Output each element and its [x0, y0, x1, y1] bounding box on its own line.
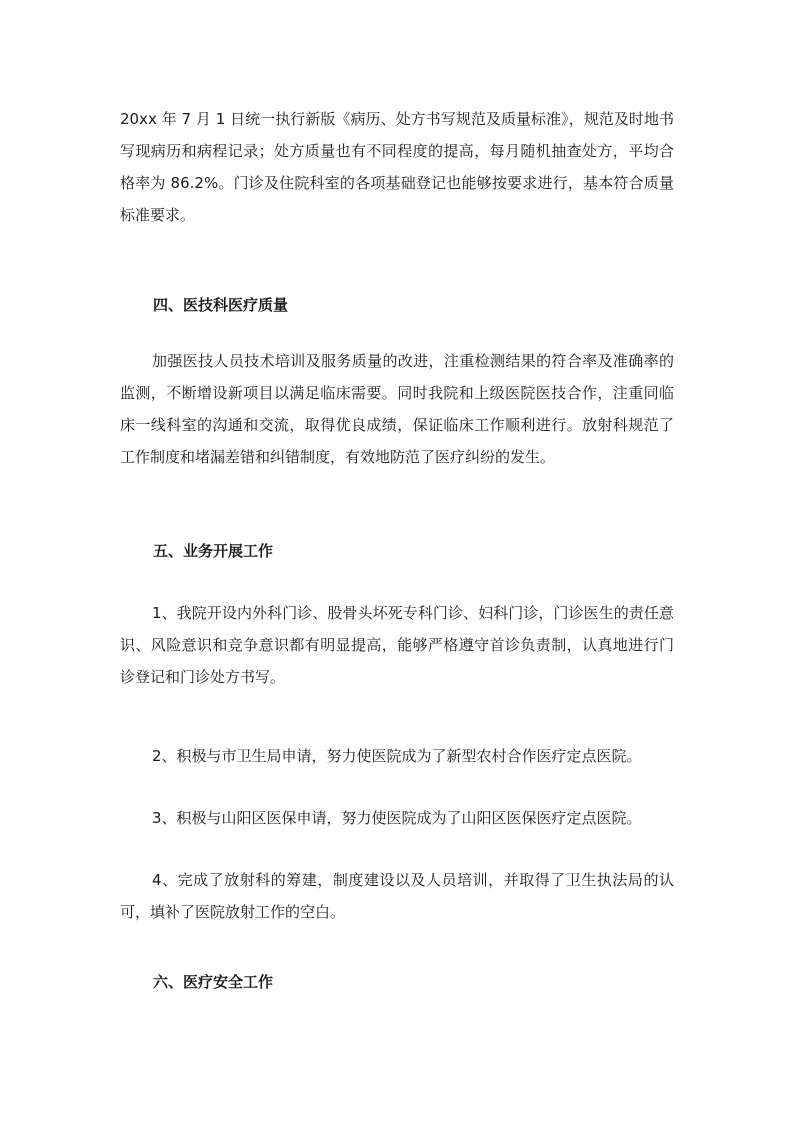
section-heading-business-development: 五、业务开展工作	[153, 542, 274, 560]
section-heading-medical-tech-quality: 四、医技科医疗质量	[153, 296, 289, 314]
list-item-rural-cooperative: 2、积极与市卫生局申请，努力使医院成为了新型农村合作医疗定点医院。	[152, 747, 642, 765]
section-heading-medical-safety: 六、医疗安全工作	[153, 973, 274, 991]
paragraph-medical-tech: 加强医技人员技术培训及服务质量的改进，注重检测结果的符合率及准确率的监测，不断增设新项目以满足临床需要。同时我院和上级医院医技合作，注重同临床一线科室的沟通和交流，取得优良成绩，保证临床工作顺利进行。放射科规范了工作制度和堵漏差错和纠错制度，有效地防范了医疗纠纷的发生。	[120, 352, 674, 466]
list-item-outpatient: 1、我院开设内外科门诊、股骨头坏死专科门诊、妇科门诊，门诊医生的责任意识、风险意识和竞争意识都有明显提高，能够严格遵守首诊负责制，认真地进行门诊登记和门诊处方书写。	[120, 604, 674, 686]
paragraph-medical-records: 20xx 年 7 月 1 日统一执行新版《病历、处方书写规范及质量标准》，规范及时地书写现病历和病程记录；处方质量也有不同程度的提高，每月随机抽查处方，平均合格率为 86.2%。门诊及住院科室的各项基础登记也能够按要求进行，基本符合质量标准要求。	[120, 110, 674, 224]
list-item-radiology: 4、完成了放射科的筹建，制度建设以及人员培训，并取得了卫生执法局的认可，填补了医院放射工作的空白。	[120, 871, 674, 921]
list-item-medical-insurance: 3、积极与山阳区医保申请，努力使医院成为了山阳区医保医疗定点医院。	[152, 809, 642, 827]
